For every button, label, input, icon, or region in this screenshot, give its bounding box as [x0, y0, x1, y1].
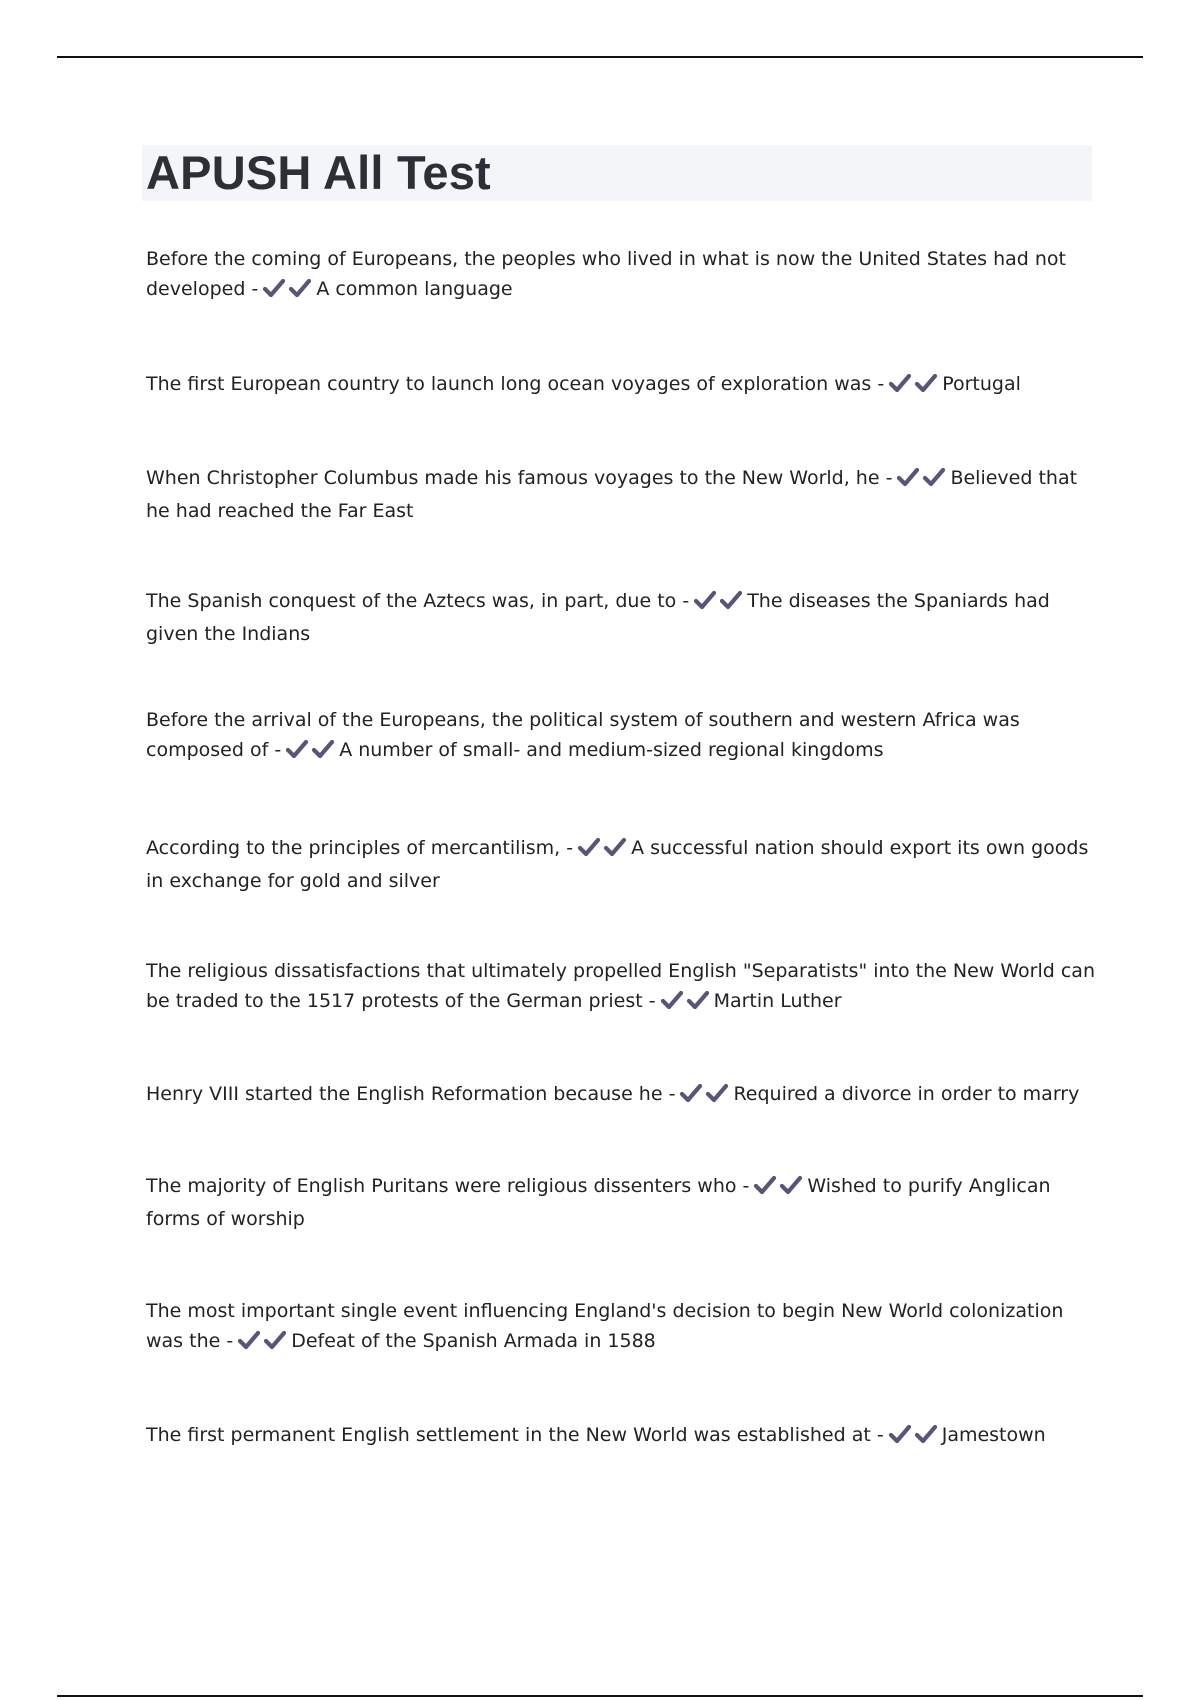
check-icon [705, 1083, 731, 1103]
double-check-icon [679, 1082, 731, 1112]
check-icon [603, 837, 629, 857]
check-icon [577, 837, 603, 857]
separator-dash: - [742, 1175, 750, 1197]
question-text: The first European country to launch long ocean voyages of exploration was [146, 373, 872, 395]
check-icon [262, 278, 288, 298]
check-icon [888, 373, 914, 393]
check-icon [311, 739, 337, 759]
check-icon [888, 1424, 914, 1444]
bottom-rule [57, 1695, 1143, 1697]
qa-item [146, 705, 1096, 768]
question-text: Henry VIII started the English Reformation because he [146, 1083, 663, 1105]
answer-text: Martin Luther [713, 990, 842, 1012]
separator-dash: - [274, 739, 282, 761]
check-icon [753, 1175, 779, 1195]
question-text: Before the arrival of the Europeans, the political system of southern and western Africa was composed of [146, 709, 1020, 761]
qa-item [146, 1171, 1096, 1234]
qa-item [146, 586, 1096, 649]
check-icon [896, 467, 922, 487]
question-text: According to the principles of mercantilism, [146, 837, 561, 859]
answer-text: Wished to purify Anglican forms of worship [146, 1175, 1051, 1230]
qa-item [146, 1296, 1096, 1359]
check-icon [693, 590, 719, 610]
question-text: The religious dissatisfactions that ultimately propelled English "Separatists" into the New World can be traded to the 1517 protests of the German priest [146, 960, 1095, 1012]
question-text: When Christopher Columbus made his famous voyages to the New World, he [146, 467, 880, 489]
separator-dash: - [648, 990, 656, 1012]
separator-dash: - [877, 373, 885, 395]
answer-text: A number of small- and medium-sized regional kingdoms [339, 739, 884, 761]
answer-text: Portugal [942, 373, 1021, 395]
check-icon [263, 1330, 289, 1350]
check-icon [660, 990, 686, 1010]
double-check-icon [237, 1329, 289, 1359]
separator-dash: - [668, 1083, 676, 1105]
question-text: The most important single event influencing England's decision to begin New World colonization was the [146, 1300, 1064, 1352]
separator-dash: - [566, 837, 574, 859]
question-text: The Spanish conquest of the Aztecs was, in part, due to [146, 590, 677, 612]
double-check-icon [888, 1423, 940, 1453]
separator-dash: - [226, 1330, 234, 1352]
double-check-icon [577, 836, 629, 866]
question-text: The majority of English Puritans were religious dissenters who [146, 1175, 737, 1197]
double-check-icon [262, 277, 314, 307]
separator-dash: - [251, 278, 259, 300]
qa-item [146, 244, 1096, 307]
check-icon [679, 1083, 705, 1103]
answer-text: A common language [316, 278, 513, 300]
answer-text: Defeat of the Spanish Armada in 1588 [291, 1330, 656, 1352]
document-title: APUSH All Test [146, 146, 491, 199]
check-icon [719, 590, 745, 610]
check-icon [914, 373, 940, 393]
qa-item [146, 1420, 1096, 1453]
question-text: The first permanent English settlement in the New World was established at [146, 1424, 871, 1446]
check-icon [237, 1330, 263, 1350]
top-rule [57, 56, 1143, 58]
qa-item [146, 956, 1096, 1019]
check-icon [288, 278, 314, 298]
qa-item [146, 463, 1096, 526]
answer-text: A successful nation should export its own goods in exchange for gold and silver [146, 837, 1089, 892]
qa-item [146, 1079, 1096, 1112]
question-text: Before the coming of Europeans, the peoples who lived in what is now the United States had not developed [146, 248, 1066, 300]
double-check-icon [896, 466, 948, 496]
qa-item [146, 833, 1096, 896]
double-check-icon [693, 589, 745, 619]
separator-dash: - [885, 467, 893, 489]
answer-text: The diseases the Spaniards had given the Indians [146, 590, 1050, 645]
check-icon [914, 1424, 940, 1444]
check-icon [779, 1175, 805, 1195]
qa-item [146, 369, 1096, 402]
double-check-icon [660, 989, 712, 1019]
separator-dash: - [682, 590, 690, 612]
double-check-icon [888, 372, 940, 402]
answer-text: Required a divorce in order to marry [733, 1083, 1080, 1105]
answer-text: Jamestown [941, 1424, 1046, 1446]
check-icon [285, 739, 311, 759]
answer-text: Believed that he had reached the Far East [146, 467, 1078, 522]
double-check-icon [285, 738, 337, 768]
double-check-icon [753, 1174, 805, 1204]
check-icon [686, 990, 712, 1010]
check-icon [922, 467, 948, 487]
separator-dash: - [876, 1424, 884, 1446]
